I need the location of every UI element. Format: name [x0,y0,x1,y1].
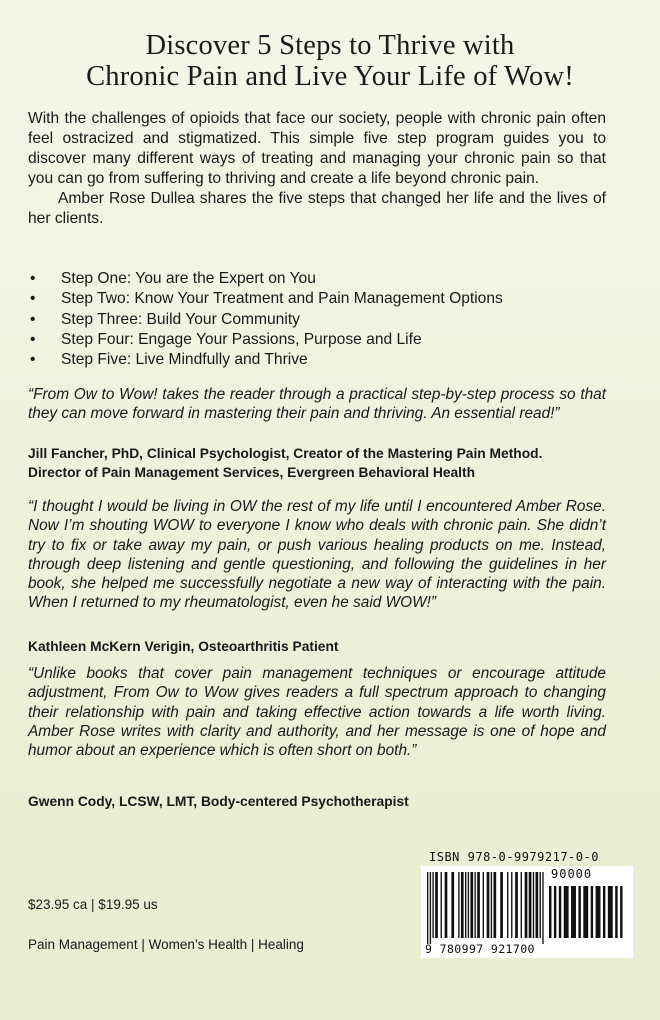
barcode-bar [487,872,490,938]
barcode-bar [493,872,496,938]
barcode-bar [427,872,428,944]
barcode-bar [559,886,561,938]
testimonial-quote-1: “From Ow to Wow! takes the reader through a practical step-by-step process so that they can move forward in mastering their pain and thriving. An essential read!” [28,386,606,423]
testimonial-quote-2: “I thought I would be living in OW the rest of my life until I encountered Amber Rose. Now I’m shouting WOW to everyone I know who deals with chronic pain. She didn’t try to fix or take away my pain, or push various healing products on me. Instead, through deep listening and gentle questioning, and following the guidelines in her book, she helped me successfully negotiate a new way of interacting with the pain. When I returned to my rheumatologist, even he said WOW!” [28,498,606,612]
step-item [28,350,618,370]
barcode-bar [430,872,431,944]
testimonial-attribution-2: Kathleen McKern Verigin, Osteoarthritis Patient [28,639,339,654]
step-item [28,330,618,350]
bullet-icon: • [30,310,36,328]
barcode-bar [511,872,512,938]
category-label: Pain Management | Women’s Health | Healing [28,937,304,952]
title-line-1: Discover 5 Steps to Thrive with [145,30,515,61]
testimonial-attribution-1-line-2: Director of Pain Management Services, Evergreen Behavioral Health [28,465,476,480]
barcode-bar [435,872,438,938]
barcode-bar [591,886,593,938]
barcode-bar [540,872,541,938]
barcode-bar [491,872,492,938]
testimonial-attribution-1: Jill Fancher, PhD, Clinical Psychologist, Creator of the Mastering Pain Method. [28,446,543,461]
testimonial-quote-3: “Unlike books that cover pain management techniques or encourage attitude adjustment, From Ow to Wow gives readers a full spectrum approach to changing their relationship with pain and taking effective action towards a life worth living. Amber Rose writes with clarity and authority, and her message is one of hope and humor about an experience which is often short on both.” [28,665,606,760]
isbn-barcode [421,850,633,958]
ean-digits: 9 780997 921700 [425,942,535,956]
barcode-bar [536,872,539,938]
barcode-bar [521,872,522,938]
barcode-bar [458,872,459,938]
barcode-bar [470,872,473,938]
barcode-bar [533,872,534,938]
step-text: Step Four: Engage Your Passions, Purpose and Life [61,330,422,348]
book-title [0,30,660,92]
bullet-icon: • [30,330,36,348]
barcode-bar [432,872,433,938]
bullet-icon: • [30,270,36,287]
barcode-bar [615,886,617,938]
testimonial-attribution-3: Gwenn Cody, LCSW, LMT, Body-centered Psychotherapist [28,794,409,809]
barcode-bar [465,872,466,938]
barcode-bar [564,886,569,938]
addon-digits: 90000 [551,867,593,881]
step-text: Step One: You are the Expert on You [61,270,316,287]
price-label: $23.95 ca | $19.95 us [28,897,158,912]
barcode-bar [583,886,588,938]
barcode-bar [620,886,622,938]
addon-barcode-bars [549,886,625,944]
book-description [28,109,606,229]
barcode-bar [451,872,454,938]
bullet-icon: • [30,351,36,369]
barcode-bar [515,872,518,938]
step-item [28,289,618,309]
barcode-bar [500,872,503,938]
barcode-bar [483,872,484,938]
barcode-bar [578,886,580,938]
barcode-bar [525,872,528,938]
barcode-bar [529,872,532,938]
isbn-label: ISBN 978-0-9979217-0-0 [429,850,599,864]
barcode-bar [596,886,601,938]
title-line-2: Chronic Pain and Live Your Life of Wow! [86,61,574,92]
barcode-bar [474,872,475,938]
barcode-bar [445,872,448,938]
step-text: Step Three: Build Your Community [61,310,300,328]
barcode-bar [477,872,480,938]
step-item [28,310,618,330]
barcode-bar [507,872,508,938]
barcode-bar [461,872,464,938]
description-paragraph-1: With the challenges of opioids that face our society, people with chronic pain often feel ostracized and stigmatized. This simple five step program guides you to discover many different ways of treating and managing your chronic pain so that you can go from suffering to thriving and create a life beyond chronic pain. [28,110,606,187]
barcode-bar [554,886,556,938]
barcode-bar [542,872,543,944]
step-item [28,269,618,289]
barcode-bar [571,886,576,938]
barcode-bar [441,872,442,938]
bullet-icon: • [30,290,36,308]
barcode-bar [468,872,469,938]
description-paragraph-2: Amber Rose Dullea shares the five steps that changed her life and the lives of her clients. [28,190,606,227]
step-text: Step Two: Know Your Treatment and Pain Management Options [61,290,503,308]
barcode-bar [549,886,551,938]
ean-barcode-bars [427,872,545,944]
barcode-bar [603,886,605,938]
barcode-bar [608,886,613,938]
step-text: Step Five: Live Mindfully and Thrive [61,351,308,369]
steps-list [28,269,618,370]
